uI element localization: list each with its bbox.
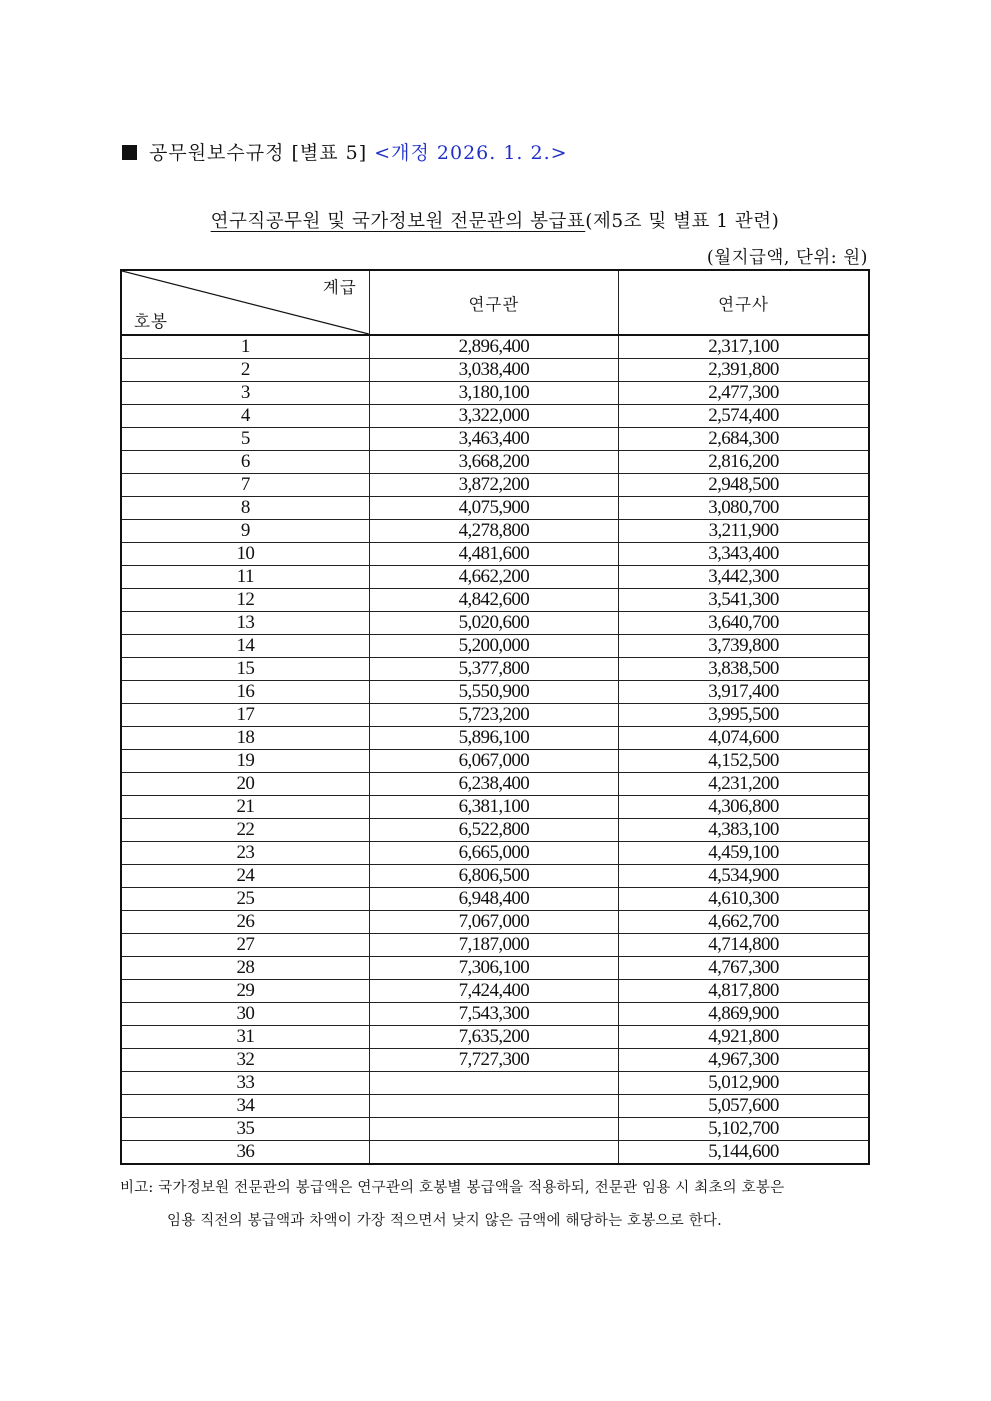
researcher-salary-cell: 4,767,300 — [619, 957, 869, 980]
step-cell: 12 — [121, 589, 369, 612]
senior-researcher-salary-cell: 3,038,400 — [369, 359, 618, 382]
table-row — [121, 658, 869, 681]
researcher-salary-cell: 4,662,700 — [619, 911, 869, 934]
senior-researcher-salary-cell: 3,872,200 — [369, 474, 618, 497]
senior-researcher-salary-cell: 6,067,000 — [369, 750, 618, 773]
step-cell: 33 — [121, 1072, 369, 1095]
senior-researcher-salary-cell: 7,635,200 — [369, 1026, 618, 1049]
table-row — [121, 589, 869, 612]
table-row — [121, 359, 869, 382]
table-row — [121, 911, 869, 934]
salary-table — [120, 269, 870, 1165]
researcher-salary-cell: 5,057,600 — [619, 1095, 869, 1118]
step-cell: 11 — [121, 566, 369, 589]
column-header-senior-researcher: 연구관 — [369, 270, 618, 335]
senior-researcher-salary-cell: 7,067,000 — [369, 911, 618, 934]
table-row — [121, 1003, 869, 1026]
table-row — [121, 750, 869, 773]
table-row — [121, 474, 869, 497]
column-header-researcher: 연구사 — [619, 270, 869, 335]
researcher-salary-cell: 3,739,800 — [619, 635, 869, 658]
grade-label: 계급 — [322, 278, 357, 297]
researcher-salary-cell: 2,477,300 — [619, 382, 869, 405]
table-row — [121, 934, 869, 957]
researcher-salary-cell: 2,816,200 — [619, 451, 869, 474]
table-title-main: 연구직공무원 및 국가정보원 전문관의 봉급표 — [210, 211, 586, 232]
step-cell: 2 — [121, 359, 369, 382]
researcher-salary-cell: 4,869,900 — [619, 1003, 869, 1026]
researcher-salary-cell: 4,383,100 — [619, 819, 869, 842]
senior-researcher-salary-cell: 3,180,100 — [369, 382, 618, 405]
senior-researcher-salary-cell: 3,668,200 — [369, 451, 618, 474]
senior-researcher-salary-cell: 5,020,600 — [369, 612, 618, 635]
senior-researcher-salary-cell: 6,665,000 — [369, 842, 618, 865]
step-cell: 26 — [121, 911, 369, 934]
senior-researcher-salary-cell: 7,543,300 — [369, 1003, 618, 1026]
step-cell: 31 — [121, 1026, 369, 1049]
researcher-salary-cell: 5,102,700 — [619, 1118, 869, 1141]
step-cell: 1 — [121, 335, 369, 359]
amendment-date: <개정 2026. 1. 2.> — [374, 142, 568, 164]
researcher-salary-cell: 4,714,800 — [619, 934, 869, 957]
researcher-salary-cell: 3,211,900 — [619, 520, 869, 543]
step-cell: 23 — [121, 842, 369, 865]
researcher-salary-cell: 3,080,700 — [619, 497, 869, 520]
senior-researcher-salary-cell: 6,381,100 — [369, 796, 618, 819]
senior-researcher-salary-cell: 4,662,200 — [369, 566, 618, 589]
senior-researcher-salary-cell: 6,806,500 — [369, 865, 618, 888]
table-row — [121, 335, 869, 359]
researcher-salary-cell: 3,343,400 — [619, 543, 869, 566]
senior-researcher-salary-cell: 7,187,000 — [369, 934, 618, 957]
step-cell: 24 — [121, 865, 369, 888]
senior-researcher-salary-cell: 4,481,600 — [369, 543, 618, 566]
table-row — [121, 428, 869, 451]
regulation-heading — [122, 138, 568, 165]
researcher-salary-cell: 2,317,100 — [619, 335, 869, 359]
table-row — [121, 1026, 869, 1049]
researcher-salary-cell: 2,391,800 — [619, 359, 869, 382]
table-row — [121, 520, 869, 543]
step-cell: 7 — [121, 474, 369, 497]
senior-researcher-salary-cell: 5,896,100 — [369, 727, 618, 750]
senior-researcher-salary-cell: 6,522,800 — [369, 819, 618, 842]
regulation-name: 공무원보수규정 [별표 5] — [149, 142, 368, 164]
step-cell: 13 — [121, 612, 369, 635]
senior-researcher-salary-cell — [369, 1141, 618, 1165]
researcher-salary-cell: 4,231,200 — [619, 773, 869, 796]
table-header-row — [121, 270, 869, 335]
researcher-salary-cell: 4,459,100 — [619, 842, 869, 865]
table-row — [121, 543, 869, 566]
table-row — [121, 451, 869, 474]
step-cell: 19 — [121, 750, 369, 773]
unit-note: (월지급액, 단위: 원) — [706, 248, 868, 268]
table-row — [121, 1049, 869, 1072]
step-cell: 32 — [121, 1049, 369, 1072]
step-cell: 21 — [121, 796, 369, 819]
table-row — [121, 681, 869, 704]
researcher-salary-cell: 2,948,500 — [619, 474, 869, 497]
table-row — [121, 1095, 869, 1118]
remark-line-2: 임용 직전의 봉급액과 차액이 가장 적으면서 낮지 않은 금액에 해당하는 호봉으로 한다. — [167, 1213, 722, 1229]
table-title-suffix: (제5조 및 별표 1 관련) — [585, 211, 780, 232]
step-cell: 10 — [121, 543, 369, 566]
senior-researcher-salary-cell: 3,463,400 — [369, 428, 618, 451]
table-row — [121, 727, 869, 750]
table-row — [121, 842, 869, 865]
senior-researcher-salary-cell: 4,075,900 — [369, 497, 618, 520]
table-row — [121, 382, 869, 405]
step-cell: 14 — [121, 635, 369, 658]
table-row — [121, 819, 869, 842]
step-cell: 8 — [121, 497, 369, 520]
diagonal-header-cell — [121, 270, 369, 335]
step-cell: 18 — [121, 727, 369, 750]
step-cell: 22 — [121, 819, 369, 842]
researcher-salary-cell: 4,610,300 — [619, 888, 869, 911]
step-cell: 15 — [121, 658, 369, 681]
step-cell: 30 — [121, 1003, 369, 1026]
senior-researcher-salary-cell: 7,727,300 — [369, 1049, 618, 1072]
senior-researcher-salary-cell — [369, 1095, 618, 1118]
researcher-salary-cell: 4,921,800 — [619, 1026, 869, 1049]
senior-researcher-salary-cell: 7,424,400 — [369, 980, 618, 1003]
table-row — [121, 612, 869, 635]
senior-researcher-salary-cell: 6,948,400 — [369, 888, 618, 911]
step-cell: 28 — [121, 957, 369, 980]
table-row — [121, 980, 869, 1003]
researcher-salary-cell: 3,541,300 — [619, 589, 869, 612]
senior-researcher-salary-cell: 4,278,800 — [369, 520, 618, 543]
senior-researcher-salary-cell: 5,200,000 — [369, 635, 618, 658]
step-cell: 35 — [121, 1118, 369, 1141]
researcher-salary-cell: 5,144,600 — [619, 1141, 869, 1165]
step-cell: 27 — [121, 934, 369, 957]
senior-researcher-salary-cell: 3,322,000 — [369, 405, 618, 428]
researcher-salary-cell: 3,838,500 — [619, 658, 869, 681]
researcher-salary-cell: 4,967,300 — [619, 1049, 869, 1072]
step-cell: 3 — [121, 382, 369, 405]
table-row — [121, 497, 869, 520]
step-cell: 16 — [121, 681, 369, 704]
senior-researcher-salary-cell: 5,550,900 — [369, 681, 618, 704]
step-cell: 25 — [121, 888, 369, 911]
senior-researcher-salary-cell: 7,306,100 — [369, 957, 618, 980]
researcher-salary-cell: 2,684,300 — [619, 428, 869, 451]
step-label: 호봉 — [134, 312, 168, 331]
table-row — [121, 1072, 869, 1095]
senior-researcher-salary-cell: 6,238,400 — [369, 773, 618, 796]
senior-researcher-salary-cell: 5,377,800 — [369, 658, 618, 681]
researcher-salary-cell: 3,442,300 — [619, 566, 869, 589]
researcher-salary-cell: 4,152,500 — [619, 750, 869, 773]
step-cell: 17 — [121, 704, 369, 727]
step-cell: 20 — [121, 773, 369, 796]
table-row — [121, 865, 869, 888]
remark-note — [120, 1172, 872, 1238]
senior-researcher-salary-cell — [369, 1072, 618, 1095]
step-cell: 5 — [121, 428, 369, 451]
researcher-salary-cell: 4,306,800 — [619, 796, 869, 819]
senior-researcher-salary-cell — [369, 1118, 618, 1141]
researcher-salary-cell: 4,817,800 — [619, 980, 869, 1003]
researcher-salary-cell: 2,574,400 — [619, 405, 869, 428]
black-square-icon — [122, 145, 137, 160]
table-row — [121, 1118, 869, 1141]
table-row — [121, 704, 869, 727]
remark-line-1: 비고: 국가정보원 전문관의 봉급액은 연구관의 호봉별 봉급액을 적용하되, 전문관 임용 시 최초의 호봉은 — [120, 1180, 785, 1196]
table-row — [121, 1141, 869, 1165]
senior-researcher-salary-cell: 4,842,600 — [369, 589, 618, 612]
researcher-salary-cell: 3,640,700 — [619, 612, 869, 635]
table-row — [121, 888, 869, 911]
researcher-salary-cell: 4,074,600 — [619, 727, 869, 750]
researcher-salary-cell: 3,995,500 — [619, 704, 869, 727]
table-row — [121, 796, 869, 819]
researcher-salary-cell: 3,917,400 — [619, 681, 869, 704]
table-row — [121, 405, 869, 428]
table-title — [120, 207, 870, 233]
step-cell: 29 — [121, 980, 369, 1003]
step-cell: 6 — [121, 451, 369, 474]
table-row — [121, 566, 869, 589]
table-row — [121, 957, 869, 980]
senior-researcher-salary-cell: 2,896,400 — [369, 335, 618, 359]
table-row — [121, 635, 869, 658]
step-cell: 34 — [121, 1095, 369, 1118]
step-cell: 4 — [121, 405, 369, 428]
researcher-salary-cell: 4,534,900 — [619, 865, 869, 888]
table-row — [121, 773, 869, 796]
step-cell: 9 — [121, 520, 369, 543]
senior-researcher-salary-cell: 5,723,200 — [369, 704, 618, 727]
step-cell: 36 — [121, 1141, 369, 1165]
researcher-salary-cell: 5,012,900 — [619, 1072, 869, 1095]
